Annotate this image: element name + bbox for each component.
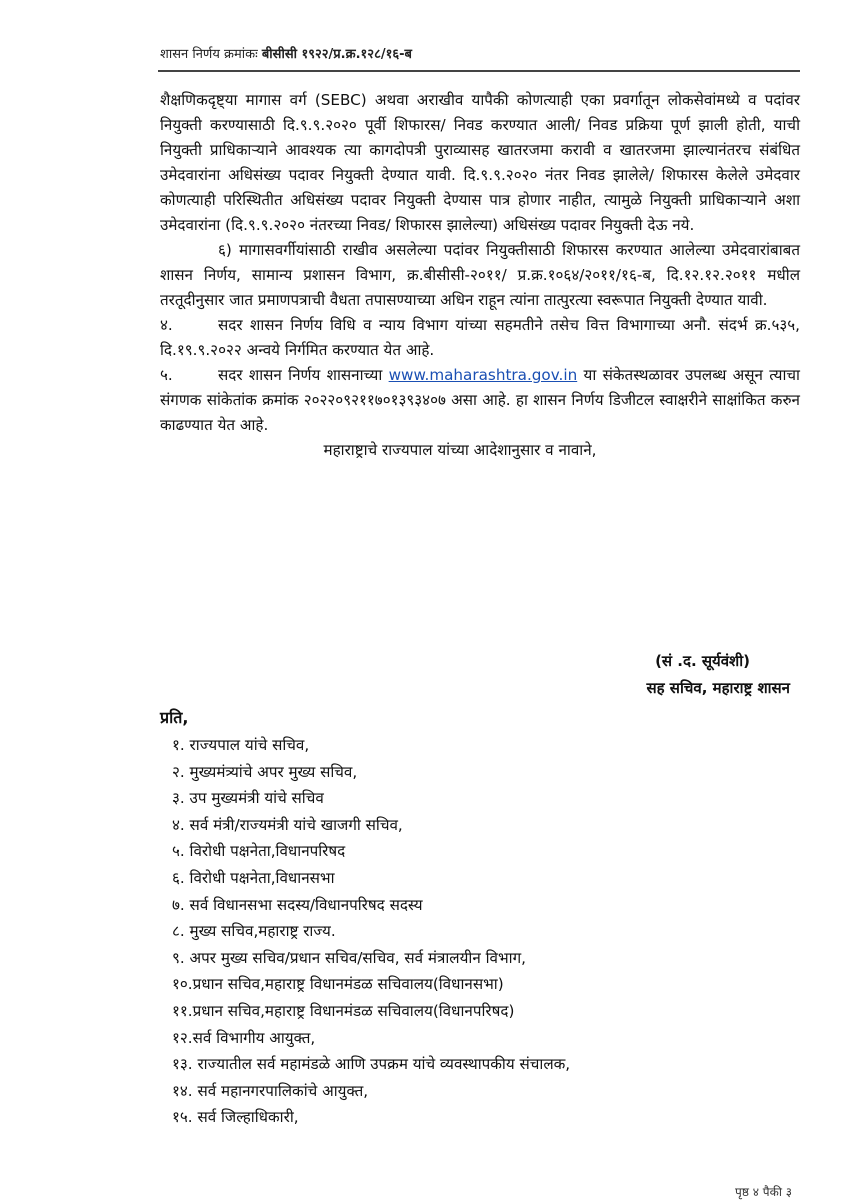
document-body <box>160 88 800 463</box>
list-item: ११.प्रधान सचिव,महाराष्ट्र विधानमंडळ सचिवालय(विधानपरिषद) <box>172 1001 515 1020</box>
header-rule <box>158 70 800 72</box>
list-item: १५. सर्व जिल्हाधिकारी, <box>172 1108 299 1127</box>
list-item: ६. विरोधी पक्षनेता,विधानसभा <box>172 868 335 887</box>
item-5-text-a: सदर शासन निर्णय शासनाच्या <box>218 366 389 384</box>
item-4-number: ४. <box>160 316 173 334</box>
list-item: १३. राज्यातील सर्व महामंडळे आणि उपक्रम यांचे व्यवस्थापकीय संचालक, <box>172 1055 571 1074</box>
list-item: १२.सर्व विभागीय आयुक्त, <box>172 1028 316 1047</box>
list-item: ४. सर्व मंत्री/राज्यमंत्री यांचे खाजगी सचिव, <box>172 815 403 834</box>
list-item: ५. विरोधी पक्षनेता,विधानपरिषद <box>172 842 346 861</box>
governor-order-line: महाराष्ट्राचे राज्यपाल यांच्या आदेशानुसार व नावाने, <box>323 441 597 459</box>
list-item: २. मुख्यमंत्र्यांचे अपर मुख्य सचिव, <box>172 762 358 781</box>
item-5-text-b: या संकेतस्थळावर उपलब्ध असून त्याचा संगणक सांकेतांक क्रमांक २०२२०९२११७०१३९३४०७ असा आहे. हा शासन निर्णय डिजीटल स्वाक्षरीने साक्षांकित करुन काढण्यात येत आहे. <box>160 366 800 434</box>
list-item: ९. अपर मुख्य सचिव/प्रधान सचिव/सचिव, सर्व मंत्रालयीन विभाग, <box>172 948 526 967</box>
recipients-heading: प्रति, <box>160 708 189 727</box>
header-gr-number: बीसीसी १९२२/प्र.क्र.१२८/१६-ब <box>261 47 412 62</box>
website-link[interactable]: www.maharashtra.gov.in <box>388 366 578 384</box>
paragraph-continuation: शैक्षणिकदृष्ट्या मागास वर्ग (SEBC) अथवा अराखीव यापैकी कोणत्याही एका प्रवर्गातून लोकसेवांमध्ये व पदांवर नियुक्ती करण्यासाठी दि.९.९.२०२० पूर्वी शिफारस/ निवड करण्यात आली/ निवड प्रक्रिया पूर्ण झाली होती, याची नियुक्ती प्राधिकाऱ्याने आवश्यक त्या कागदोपत्री पुराव्यासह खातरजमा करावी व खातरजमा झाल्यानंतरच संबंधित उमेदवारांना अधिसंख्य पदावर नियुक्ती देण्यात यावी. दि.९.९.२०२० नंतर निवड झालेले/ शिफारस केलेले उमेदवार कोणत्याही परिस्थितीत अधिसंख्य पदावर नियुक्ती देण्यास पात्र होणार नाहीत, त्यामुळे नियुक्ती प्राधिकाऱ्याने अशा उमेदवारांना (दि.९.९.२०२० नंतरच्या निवड/ शिफारस झालेल्या) अधिसंख्य पदावर नियुक्ती देऊ नये. <box>160 91 800 234</box>
page-number: पृष्ठ ४ पैकी ३ <box>735 1185 792 1199</box>
list-item: १४. सर्व महानगरपालिकांचे आयुक्त, <box>172 1081 369 1100</box>
recipients-list <box>172 732 570 1131</box>
list-item: ७. सर्व विधानसभा सदस्य/विधानपरिषद सदस्य <box>172 895 423 914</box>
header-prefix: शासन निर्णय क्रमांकः <box>160 47 262 62</box>
list-item: १०.प्रधान सचिव,महाराष्ट्र विधानमंडळ सचिवालय(विधानसभा) <box>172 975 504 994</box>
item-5-number: ५. <box>160 366 173 384</box>
paragraph-item-5 <box>160 363 800 438</box>
item-4-text: सदर शासन निर्णय विधि व न्याय विभाग यांच्या सहमतीने तसेच वित्त विभागाच्या अनौ. संदर्भ क्र.५३५, दि.१९.९.२०२२ अन्वये निर्गमित करण्यात येत आहे. <box>160 316 800 359</box>
list-item: १. राज्यपाल यांचे सचिव, <box>172 736 310 754</box>
document-header <box>160 44 792 62</box>
signatory-name: (सं .द. सूर्यवंशी) <box>655 652 750 670</box>
list-item: ८. मुख्य सचिव,महाराष्ट्र राज्य. <box>172 922 336 941</box>
paragraph-item-4 <box>160 313 800 363</box>
paragraph-item-6: ६) मागासवर्गीयांसाठी राखीव असलेल्या पदांवर नियुक्तीसाठी शिफारस करण्यात आलेल्या उमेदवारांबाबत शासन निर्णय, सामान्य प्रशासन विभाग, क्र.बीसीसी-२०११/ प्र.क्र.१०६४/२०११/१६-ब, दि.१२.१२.२०११ मधील तरतूदीनुसार जात प्रमाणपत्राची वैधता तपासण्याच्या अधिन राहून त्यांना तात्पुरत्या स्वरूपात नियुक्ती देण्यात यावी. <box>160 241 800 309</box>
list-item: ३. उप मुख्यमंत्री यांचे सचिव <box>172 789 324 808</box>
signatory-designation: सह सचिव, महाराष्ट्र शासन <box>646 679 790 697</box>
signature-block <box>646 648 790 702</box>
